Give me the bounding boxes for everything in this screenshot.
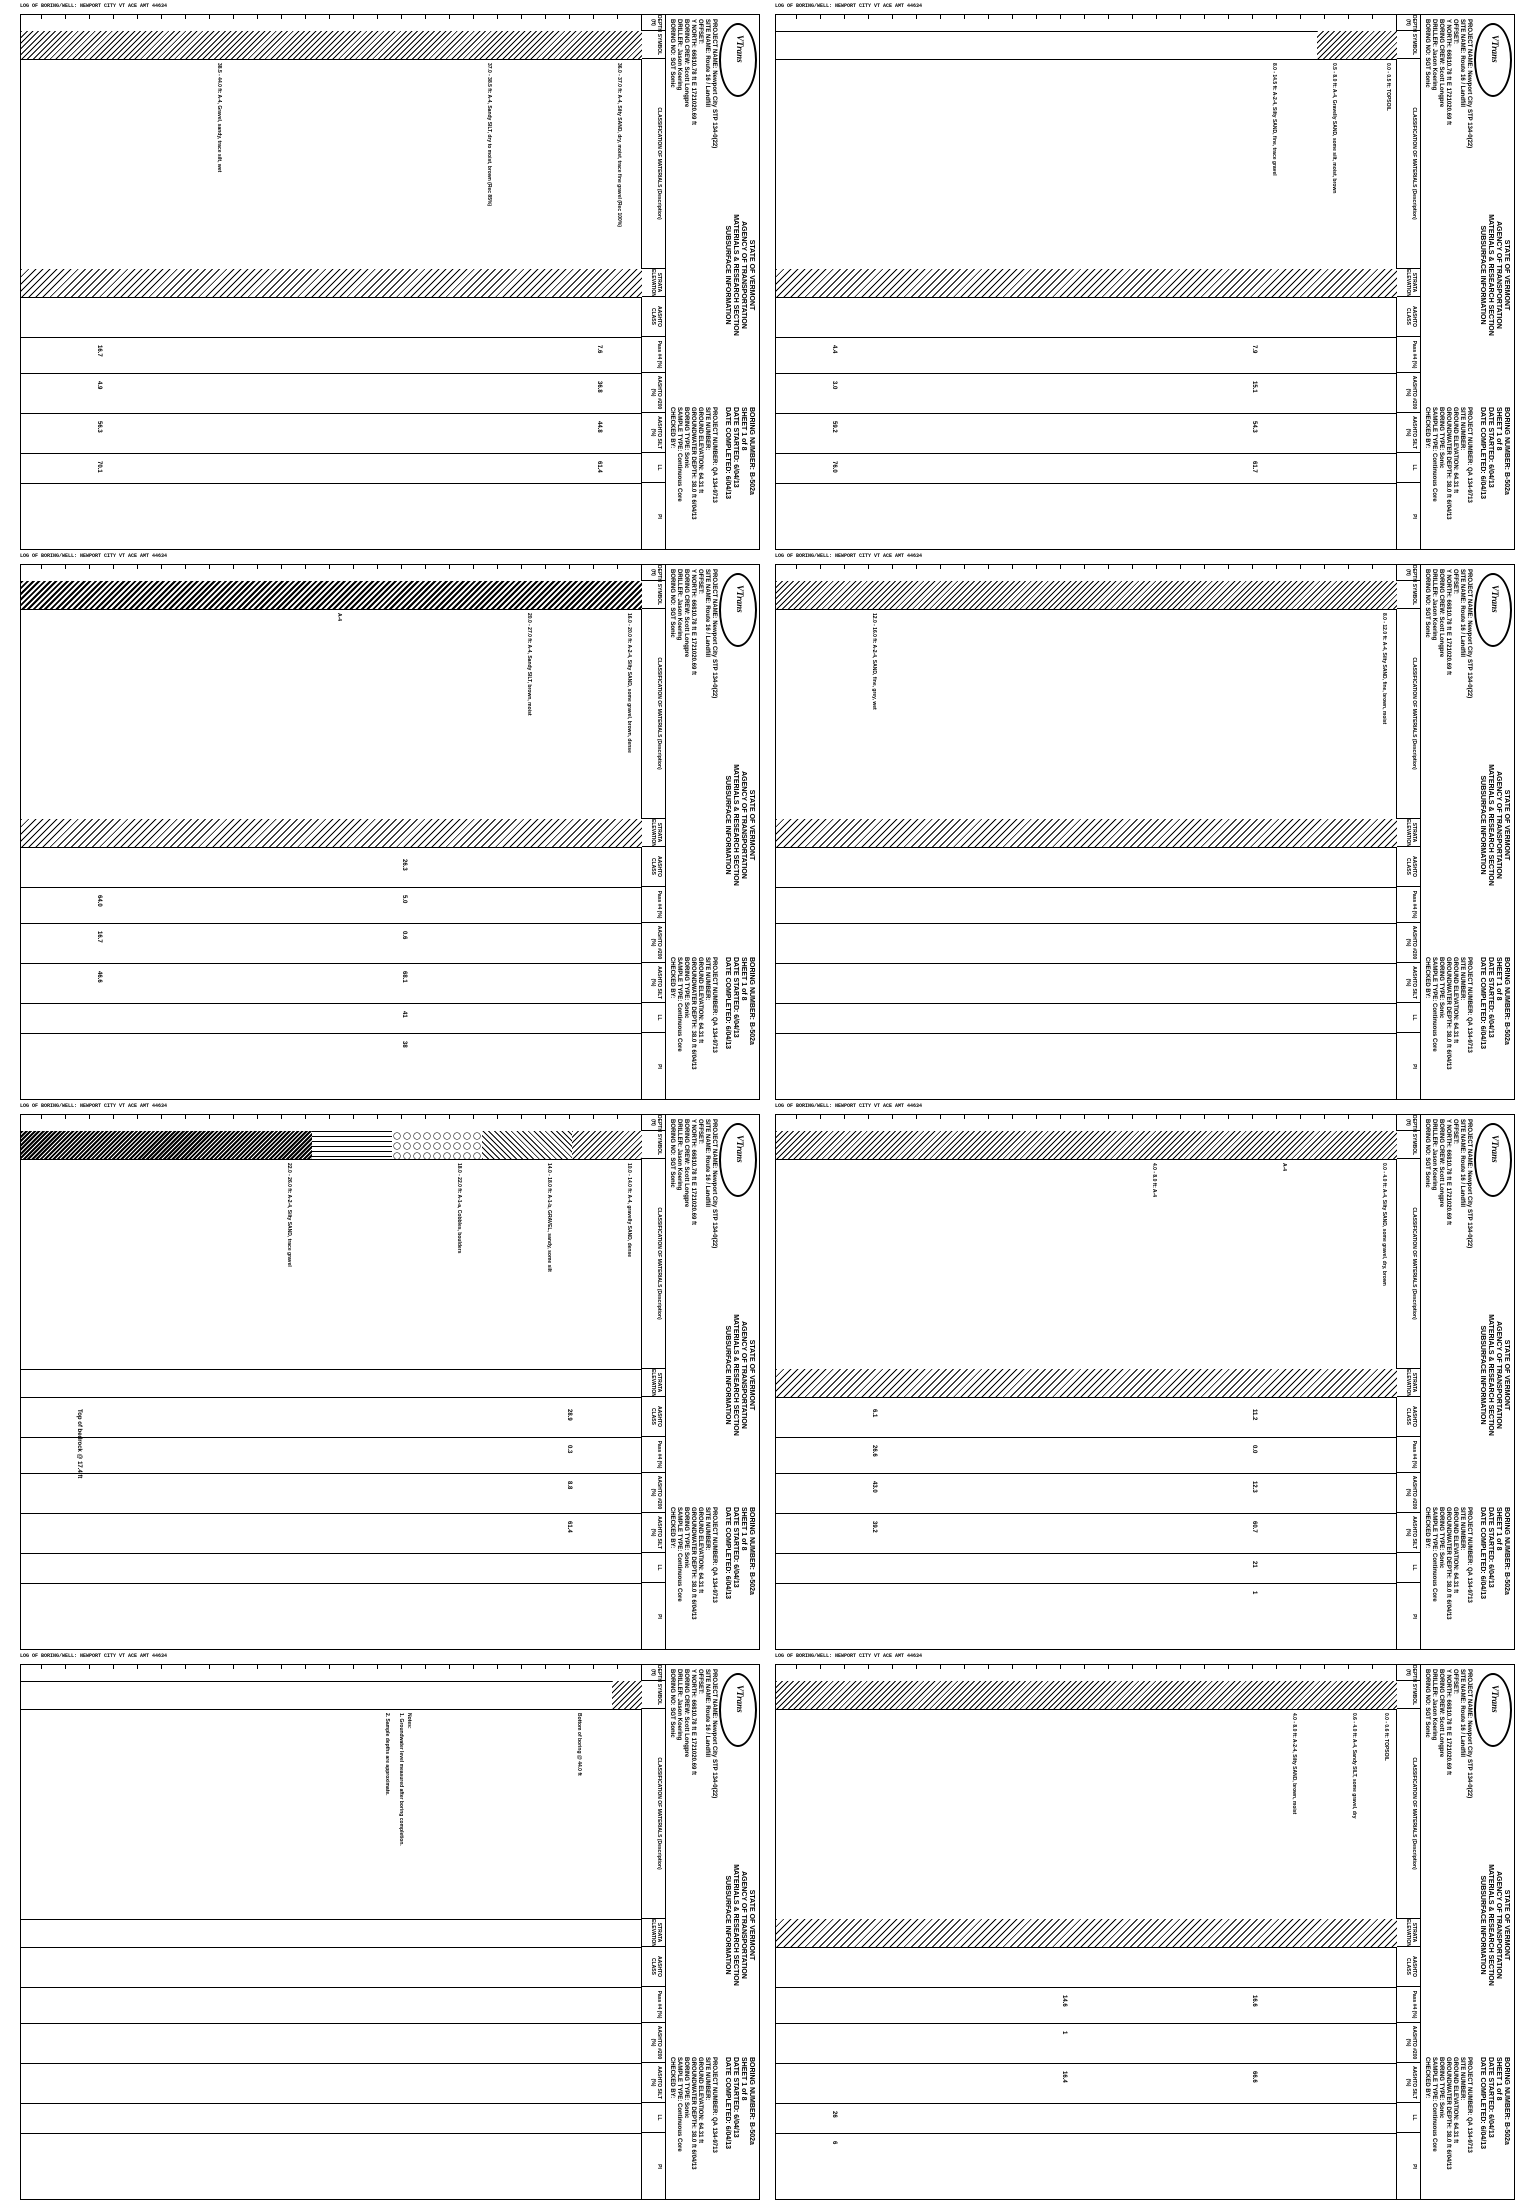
log-body <box>776 1115 1397 1650</box>
page-caption: LOG OF BORING/WELL: NEWPORT CITY VT ACE AMT 44634 <box>20 3 168 9</box>
page-caption: LOG OF BORING/WELL: NEWPORT CITY VT ACE AMT 44634 <box>775 553 923 559</box>
depth-column <box>21 15 642 32</box>
log-body <box>21 1665 642 2200</box>
project-info: PROJECT NAME: Newport City STP 134-0(22) SITE NAME: Route 16 / Landfill OFFSET: Y NORTH: 66810.78 ft E 1721020.69 ft BORING CREW: Scott Longpre DRILLER: Jason Koering BORING NO: SGT Sonic <box>669 569 717 699</box>
description-column: 0.0 - 4.0 ft: A-4, Silty SAND, some gravel, dry, brown A-4 4.0 - 8.0 ft: A-4 <box>776 1159 1397 1370</box>
vtrans-logo: VTrans <box>1474 1123 1512 1197</box>
value: 41 <box>401 1011 407 1018</box>
agency-title: STATE OF VERMONT AGENCY OF TRANSPORTATION MATERIALS & RESEARCH SECTION SUBSURFACE INFORMATION <box>724 1864 755 1986</box>
symbol-column <box>776 581 1397 610</box>
log-sheet-4 <box>776 565 1515 1100</box>
project-number-info: PROJECT NUMBER: QA 134-9713 SITE NUMBER: GROUND ELEVATION: 64.31 ft GROUNDWATER DEPTH: 38.0 ft 6/04/13 BORING TYPE: Sonic SAMPLE TYPE: Continuous Core CHECKED BY: <box>1424 957 1472 1070</box>
log-sheet-panel-7 <box>20 1664 760 2200</box>
project-info: PROJECT NAME: Newport City STP 134-0(22) SITE NAME: Route 16 / Landfill OFFSET: Y NORTH: 66810.78 ft E 1721020.69 ft BORING CREW: Scott Longpre DRILLER: Jason Koering BORING NO: SGT Sonic <box>1424 569 1472 699</box>
depth-column <box>21 1115 642 1132</box>
value: 44.8 <box>596 421 602 433</box>
value: 61.4 <box>596 461 602 473</box>
value: 11.2 <box>1251 1409 1257 1421</box>
value: 0.0 <box>1251 1445 1257 1454</box>
project-number-info: PROJECT NUMBER: QA 134-9713 SITE NUMBER: GROUND ELEVATION: 64.31 ft GROUNDWATER DEPTH: 38.0 ft 6/04/13 BORING TYPE: Sonic SAMPLE TYPE: Continuous Core CHECKED BY: <box>669 2057 717 2170</box>
vtrans-logo: VTrans <box>719 573 757 647</box>
sheet-header <box>665 1665 760 2200</box>
depth-column <box>776 1115 1397 1132</box>
value: 26.6 <box>871 1445 877 1457</box>
column-headers: DEPTH (ft) SYMBOL CLASSIFICATION OF MATERIALS (Description) STRATA ELEVATION AASHTO CLASS Pass #4 (%) AASHTO #200 (%) AASHTO SILT (%) LL PI <box>1396 1665 1421 2200</box>
agency-title: STATE OF VERMONT AGENCY OF TRANSPORTATION MATERIALS & RESEARCH SECTION SUBSURFACE INFORMATION <box>724 764 755 886</box>
value: 61.7 <box>1251 461 1257 473</box>
value: 0.6 <box>401 931 407 940</box>
project-info: PROJECT NAME: Newport City STP 134-0(22) SITE NAME: Route 16 / Landfill OFFSET: Y NORTH: 66810.78 ft E 1721020.69 ft BORING CREW: Scott Longpre DRILLER: Jason Koering BORING NO: SGT Sonic <box>669 19 717 149</box>
vtrans-logo: VTrans <box>719 23 757 97</box>
boring-info: BORING NUMBER: B-502a SHEET 1 of 8 DATE STARTED: 6/04/13 DATE COMPLETED: 6/04/13 <box>724 1507 755 1600</box>
vtrans-logo: VTrans <box>719 1673 757 1747</box>
log-sheet-panel-2 <box>775 14 1515 550</box>
log-body <box>776 15 1397 550</box>
depth-column <box>21 1665 642 1682</box>
log-sheet-8 <box>776 1665 1515 2200</box>
value: 56.3 <box>96 421 102 433</box>
value: 36.8 <box>596 381 602 393</box>
value: 6 <box>831 2141 837 2145</box>
value: 46.6 <box>96 971 102 983</box>
value: 76.0 <box>831 461 837 473</box>
project-number-info: PROJECT NUMBER: QA 134-9713 SITE NUMBER: GROUND ELEVATION: 64.31 ft GROUNDWATER DEPTH: 38.0 ft 6/04/13 BORING TYPE: Sonic SAMPLE TYPE: Continuous Core CHECKED BY: <box>1424 1507 1472 1620</box>
value: 28.9 <box>566 1409 572 1421</box>
agency-title: STATE OF VERMONT AGENCY OF TRANSPORTATION MATERIALS & RESEARCH SECTION SUBSURFACE INFORMATION <box>724 1314 755 1436</box>
column-headers: DEPTH (ft) SYMBOL CLASSIFICATION OF MATERIALS (Description) STRATA ELEVATION AASHTO CLASS Pass #4 (%) AASHTO #200 (%) AASHTO SILT (%) LL PI <box>1396 1115 1421 1650</box>
vtrans-logo: VTrans <box>1474 23 1512 97</box>
value: 60.7 <box>1251 1521 1257 1533</box>
log-sheet-panel-3 <box>20 564 760 1100</box>
project-number-info: PROJECT NUMBER: QA 134-9713 SITE NUMBER: GROUND ELEVATION: 64.31 ft GROUNDWATER DEPTH: 38.0 ft 6/04/13 BORING TYPE: Sonic SAMPLE TYPE: Continuous Core CHECKED BY: <box>669 1507 717 1620</box>
agency-title: STATE OF VERMONT AGENCY OF TRANSPORTATION MATERIALS & RESEARCH SECTION SUBSURFACE INFORMATION <box>724 214 755 336</box>
project-info: PROJECT NAME: Newport City STP 134-0(22) SITE NAME: Route 16 / Landfill OFFSET: Y NORTH: 66810.78 ft E 1721020.69 ft BORING CREW: Scott Longpre DRILLER: Jason Koering BORING NO: SGT Sonic <box>669 1119 717 1249</box>
value: 26.3 <box>401 859 407 871</box>
log-body <box>776 1665 1397 2200</box>
value: 16.7 <box>96 931 102 943</box>
value: 7.9 <box>1251 345 1257 354</box>
symbol-column <box>21 1681 642 1710</box>
project-number-info: PROJECT NUMBER: QA 134-9713 SITE NUMBER: GROUND ELEVATION: 64.31 ft GROUNDWATER DEPTH: 38.0 ft 6/04/13 BORING TYPE: Sonic SAMPLE TYPE: Continuous Core CHECKED BY: <box>1424 407 1472 520</box>
project-info: PROJECT NAME: Newport City STP 134-0(22) SITE NAME: Route 16 / Landfill OFFSET: Y NORTH: 66810.78 ft E 1721020.69 ft BORING CREW: Scott Longpre DRILLER: Jason Koering BORING NO: SGT Sonic <box>669 1669 717 1799</box>
project-number-info: PROJECT NUMBER: QA 134-9713 SITE NUMBER: GROUND ELEVATION: 64.31 ft GROUNDWATER DEPTH: 38.0 ft 6/04/13 BORING TYPE: Sonic SAMPLE TYPE: Continuous Core CHECKED BY: <box>1424 2057 1472 2170</box>
symbol-column <box>21 581 642 610</box>
sheet-header <box>1420 15 1515 550</box>
vtrans-logo: VTrans <box>1474 573 1512 647</box>
log-sheet-panel-1 <box>20 14 760 550</box>
page-caption: LOG OF BORING/WELL: NEWPORT CITY VT ACE AMT 44634 <box>775 1103 923 1109</box>
sheet-header <box>1420 1665 1515 2200</box>
column-headers: DEPTH (ft) SYMBOL CLASSIFICATION OF MATERIALS (Description) STRATA ELEVATION AASHTO CLASS Pass #4 (%) AASHTO #200 (%) AASHTO SILT (%) LL PI <box>641 15 666 550</box>
column-headers: DEPTH (ft) SYMBOL CLASSIFICATION OF MATERIALS (Description) STRATA ELEVATION AASHTO CLASS Pass #4 (%) AASHTO #200 (%) AASHTO SILT (%) LL PI <box>1396 15 1421 550</box>
description-column: 8.0 - 12.0 ft: A-4, Silty SAND, fine, brown, moist 12.0 - 16.0 ft: A-2-4, SAND, fine, grey, wet <box>776 609 1397 820</box>
page-caption: LOG OF BORING/WELL: NEWPORT CITY VT ACE AMT 44634 <box>775 1653 923 1659</box>
project-info: PROJECT NAME: Newport City STP 134-0(22) SITE NAME: Route 16 / Landfill OFFSET: Y NORTH: 66810.78 ft E 1721020.69 ft BORING CREW: Scott Longpre DRILLER: Jason Koering BORING NO: SGT Sonic <box>1424 1119 1472 1249</box>
agency-title: STATE OF VERMONT AGENCY OF TRANSPORTATION MATERIALS & RESEARCH SECTION SUBSURFACE INFORMATION <box>1479 764 1510 886</box>
value: 7.6 <box>596 345 602 354</box>
page-caption: LOG OF BORING/WELL: NEWPORT CITY VT ACE AMT 44634 <box>20 1653 168 1659</box>
depth-column <box>21 565 642 582</box>
value: 8.8 <box>566 1481 572 1490</box>
symbol-column <box>776 1681 1397 1710</box>
description-column: 36.0 - 37.0 ft: A-4, Silty SAND, dry, moist, trace fine gravel (Rec 100%) 37.0 - 38.5 ft: A-4, Sandy SILT, dry to moist, brown (Rec 85%) 38.5 - 44.0 ft: A-4, Gravel, sandy, trace silt, wet <box>21 59 642 270</box>
project-number-info: PROJECT NUMBER: QA 134-9713 SITE NUMBER: GROUND ELEVATION: 64.31 ft GROUNDWATER DEPTH: 38.0 ft 6/04/13 BORING TYPE: Sonic SAMPLE TYPE: Continuous Core CHECKED BY: <box>669 407 717 520</box>
log-sheet-panel-5 <box>20 1114 760 1650</box>
sheet-header <box>665 1115 760 1650</box>
value: 5.0 <box>401 895 407 904</box>
log-body <box>776 565 1397 1100</box>
value: 16.7 <box>96 345 102 357</box>
depth-column <box>776 1665 1397 1682</box>
vtrans-logo: VTrans <box>1474 1673 1512 1747</box>
log-sheet-6 <box>776 1115 1515 1650</box>
column-headers: DEPTH (ft) SYMBOL CLASSIFICATION OF MATERIALS (Description) STRATA ELEVATION AASHTO CLASS Pass #4 (%) AASHTO #200 (%) AASHTO SILT (%) LL PI <box>641 1115 666 1650</box>
boring-info: BORING NUMBER: B-502a SHEET 1 of 8 DATE STARTED: 6/04/13 DATE COMPLETED: 6/04/13 <box>1479 407 1510 500</box>
agency-title: STATE OF VERMONT AGENCY OF TRANSPORTATION MATERIALS & RESEARCH SECTION SUBSURFACE INFORMATION <box>1479 1864 1510 1986</box>
boring-info: BORING NUMBER: B-502a SHEET 1 of 8 DATE STARTED: 6/04/13 DATE COMPLETED: 6/04/13 <box>1479 2057 1510 2150</box>
value: 3.0 <box>831 381 837 390</box>
value: 68.1 <box>401 971 407 983</box>
value: 6.1 <box>871 1409 877 1418</box>
value: 61.4 <box>566 1521 572 1533</box>
agency-title: STATE OF VERMONT AGENCY OF TRANSPORTATION MATERIALS & RESEARCH SECTION SUBSURFACE INFORMATION <box>1479 214 1510 336</box>
column-headers: DEPTH (ft) SYMBOL CLASSIFICATION OF MATERIALS (Description) STRATA ELEVATION AASHTO CLASS Pass #4 (%) AASHTO #200 (%) AASHTO SILT (%) LL PI <box>641 1665 666 2200</box>
value: 21 <box>1251 1561 1257 1568</box>
log-sheet-3 <box>21 565 760 1100</box>
agency-title: STATE OF VERMONT AGENCY OF TRANSPORTATION MATERIALS & RESEARCH SECTION SUBSURFACE INFORMATION <box>1479 1314 1510 1436</box>
depth-column <box>776 565 1397 582</box>
vtrans-logo: VTrans <box>719 1123 757 1197</box>
page-caption: LOG OF BORING/WELL: NEWPORT CITY VT ACE AMT 44634 <box>775 3 923 9</box>
value: 14.6 <box>1061 1995 1067 2007</box>
sheet-header <box>665 565 760 1100</box>
log-sheet-panel-4 <box>775 564 1515 1100</box>
value: 4.9 <box>96 381 102 390</box>
value: 26 <box>831 2111 837 2118</box>
value: 43.0 <box>871 1481 877 1493</box>
log-body <box>21 1115 642 1650</box>
boring-info: BORING NUMBER: B-502a SHEET 1 of 8 DATE STARTED: 6/04/13 DATE COMPLETED: 6/04/13 <box>724 2057 755 2150</box>
depth-column <box>776 15 1397 32</box>
boring-info: BORING NUMBER: B-502a SHEET 1 of 8 DATE STARTED: 6/04/13 DATE COMPLETED: 6/04/13 <box>724 957 755 1050</box>
column-headers: DEPTH (ft) SYMBOL CLASSIFICATION OF MATERIALS (Description) STRATA ELEVATION AASHTO CLASS Pass #4 (%) AASHTO #200 (%) AASHTO SILT (%) LL PI <box>641 565 666 1100</box>
project-number-info: PROJECT NUMBER: QA 134-9713 SITE NUMBER: GROUND ELEVATION: 64.31 ft GROUNDWATER DEPTH: 38.0 ft 6/04/13 BORING TYPE: Sonic SAMPLE TYPE: Continuous Core CHECKED BY: <box>669 957 717 1070</box>
symbol-column <box>776 1131 1397 1160</box>
value: 38 <box>401 1041 407 1048</box>
boring-info: BORING NUMBER: B-502a SHEET 1 of 8 DATE STARTED: 6/04/13 DATE COMPLETED: 6/04/13 <box>1479 1507 1510 1600</box>
value: 1 <box>1061 2031 1067 2035</box>
log-sheet-2 <box>776 15 1515 550</box>
bedrock-annotation: Top of bedrock @ 17.4 ft <box>76 1409 82 1479</box>
description-column: 10.0 - 14.0 ft: A-4, gravelly SAND, dense 14.0 - 18.0 ft: A-1-b, GRAVEL, sandy, some silt 18.0 - 22.0 ft: A-1-a, Cobbles, boulders 22.0 - 26.0 ft: A-2-4, Silty SAND, trace gravel <box>21 1159 642 1370</box>
symbol-column <box>776 31 1397 60</box>
value: 16.4 <box>1061 2071 1067 2083</box>
project-info: PROJECT NAME: Newport City STP 134-0(22) SITE NAME: Route 16 / Landfill OFFSET: Y NORTH: 66810.78 ft E 1721020.69 ft BORING CREW: Scott Longpre DRILLER: Jason Koering BORING NO: SGT Sonic <box>1424 19 1472 149</box>
log-sheet-5 <box>21 1115 760 1650</box>
log-body <box>21 565 642 1100</box>
boring-info: BORING NUMBER: B-502a SHEET 1 of 8 DATE STARTED: 6/04/13 DATE COMPLETED: 6/04/13 <box>724 407 755 500</box>
value: 16.6 <box>1251 1995 1257 2007</box>
value: 1 <box>1251 1591 1257 1595</box>
value: 12.3 <box>1251 1481 1257 1493</box>
log-sheet-1 <box>21 15 760 550</box>
page-caption: LOG OF BORING/WELL: NEWPORT CITY VT ACE AMT 44634 <box>20 553 168 559</box>
value: 66.6 <box>1251 2071 1257 2083</box>
project-info: PROJECT NAME: Newport City STP 134-0(22) SITE NAME: Route 16 / Landfill OFFSET: Y NORTH: 66810.78 ft E 1721020.69 ft BORING CREW: Scott Longpre DRILLER: Jason Koering BORING NO: SGT Sonic <box>1424 1669 1472 1799</box>
page-caption: LOG OF BORING/WELL: NEWPORT CITY VT ACE AMT 44634 <box>20 1103 168 1109</box>
value: 15.1 <box>1251 381 1257 393</box>
value: 70.1 <box>96 461 102 473</box>
value: 4.4 <box>831 345 837 354</box>
log-body <box>21 15 642 550</box>
description-column: 0.0 - 0.6 ft: TOPSOIL 0.6 - 4.0 ft: A-4, Sandy SILT, some gravel, dry 4.0 - 8.0 ft: A-2-4, Silty SAND, brown, moist <box>776 1709 1397 1920</box>
log-sheet-panel-6 <box>775 1114 1515 1650</box>
value: 59.2 <box>831 421 837 433</box>
log-sheet-7 <box>21 1665 760 2200</box>
sheet-header <box>1420 565 1515 1100</box>
value: 0.3 <box>566 1445 572 1454</box>
symbol-column <box>21 1131 642 1160</box>
value: 39.2 <box>871 1521 877 1533</box>
description-column: 0.0 - 0.5 ft: TOPSOIL 0.5 - 8.0 ft: A-4, Gravelly SAND, some silt, moist, brown 8.0 - 14.5 ft: A-2-4, Silty SAND, fine, trace gravel <box>776 59 1397 270</box>
sheet-header <box>665 15 760 550</box>
description-column: Notes: 1. Groundwater level measured after boring completion. 2. Sample depths are approximate. Bottom of boring @ 44.0 ft <box>21 1709 642 1920</box>
boring-info: BORING NUMBER: B-502a SHEET 1 of 8 DATE STARTED: 6/04/13 DATE COMPLETED: 6/04/13 <box>1479 957 1510 1050</box>
value: 64.0 <box>96 895 102 907</box>
description-column: 16.0 - 20.0 ft: A-2-4, Silty SAND, some gravel, brown, dense 20.0 - 27.0 ft: A-4, Sandy SILT, brown, moist A-4 <box>21 609 642 820</box>
value: 54.3 <box>1251 421 1257 433</box>
column-headers: DEPTH (ft) SYMBOL CLASSIFICATION OF MATERIALS (Description) STRATA ELEVATION AASHTO CLASS Pass #4 (%) AASHTO #200 (%) AASHTO SILT (%) LL PI <box>1396 565 1421 1100</box>
log-sheet-panel-8 <box>775 1664 1515 2200</box>
symbol-column <box>21 31 642 60</box>
sheet-header <box>1420 1115 1515 1650</box>
